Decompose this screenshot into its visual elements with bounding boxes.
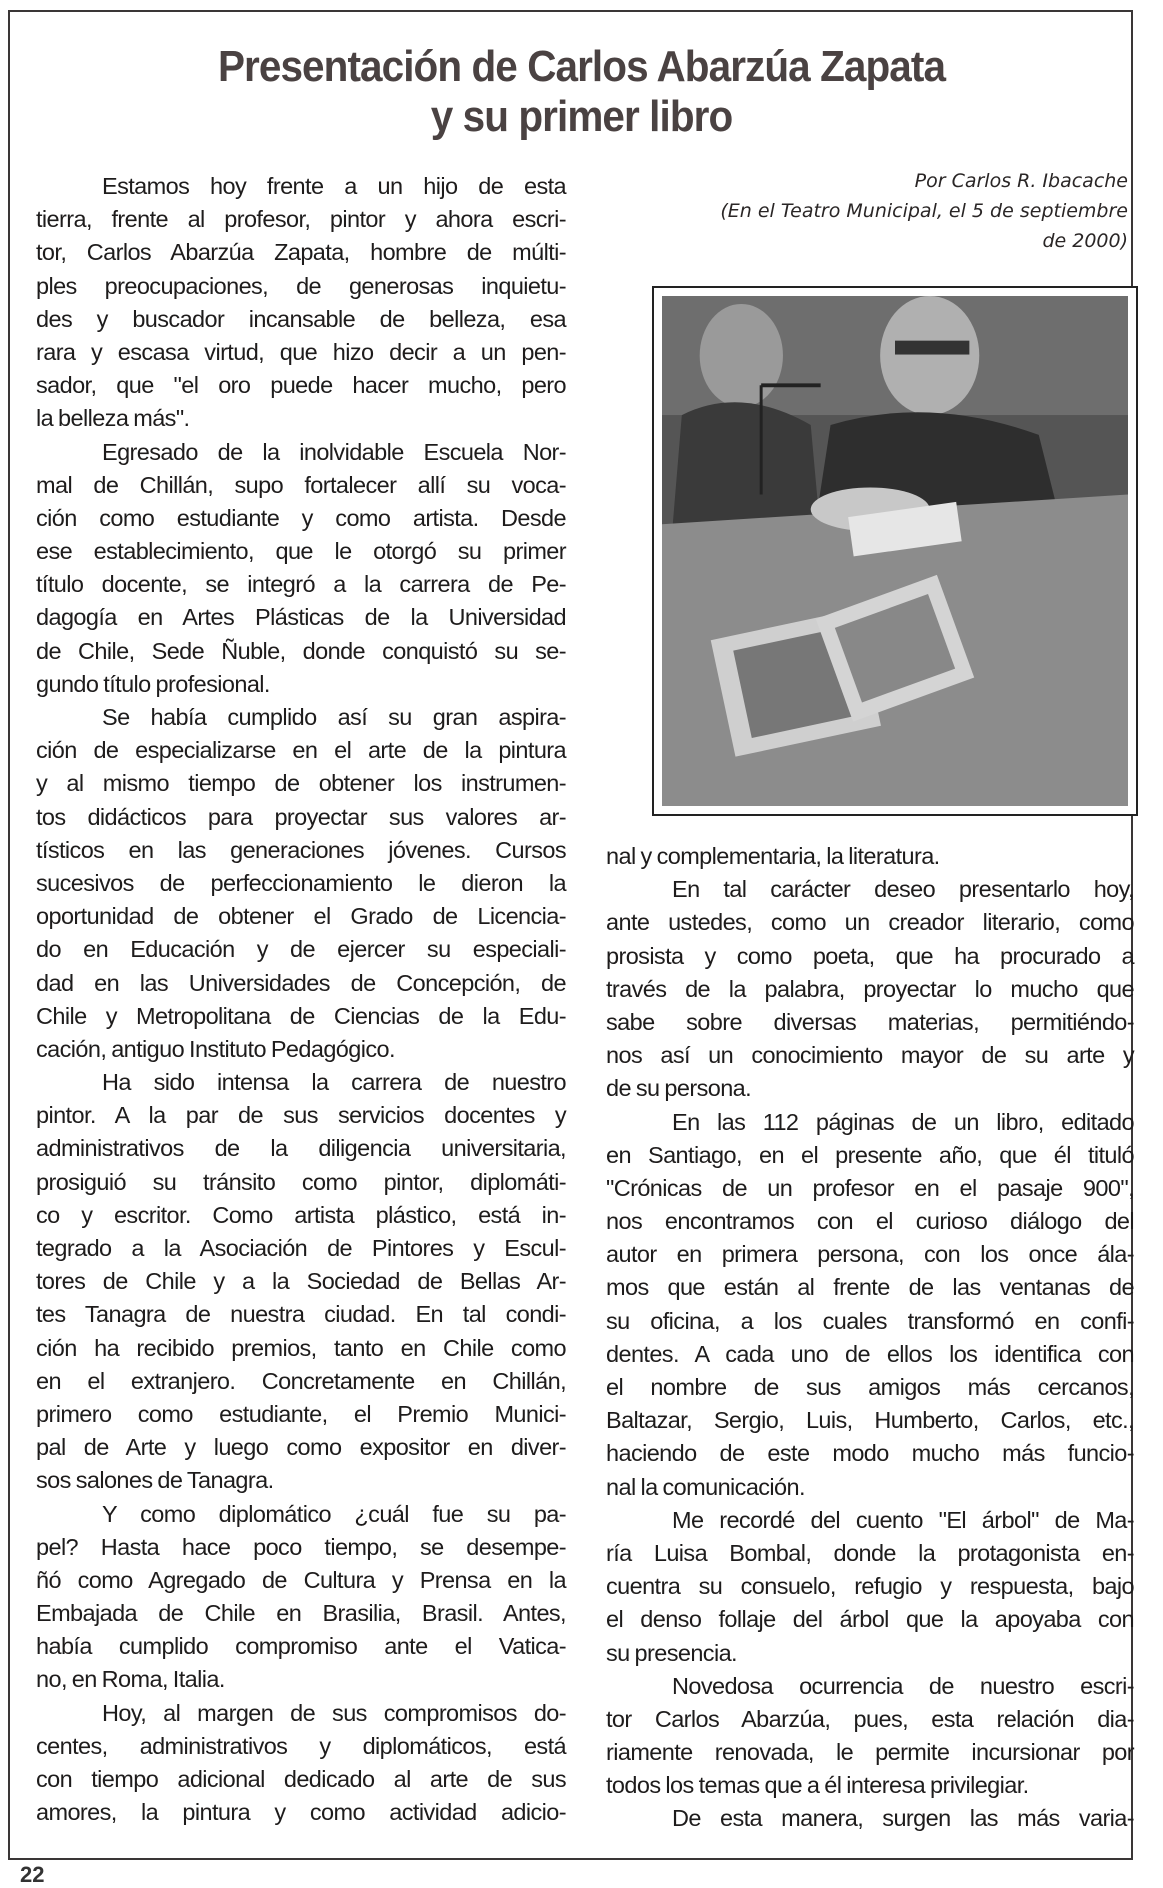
text-line: Ha sido intensa la carrera de nuestro [102,1069,566,1096]
photo-illustration [662,296,1128,806]
text-line: En las 112 páginas de un libro, editado [672,1108,1134,1135]
text-line: administrativos de la diligencia universitaria, [36,1135,566,1162]
text-line: su presencia. [606,1639,737,1666]
text-line: sabe sobre diversas materias, permitiéndo- [606,1008,1134,1035]
text-line: Baltazar, Sergio, Luis, Humberto, Carlos, etc., [606,1407,1134,1434]
text-line: "Crónicas de un profesor en el pasaje 900", [606,1174,1134,1201]
text-line: Se había cumplido así su gran aspira- [102,704,566,730]
text-line: co y escritor. Como artista plástico, está in- [36,1201,566,1228]
text-line: nos así un conocimiento mayor de su arte y [606,1042,1134,1069]
text-line: el denso follaje del árbol que la apoyaba con [606,1606,1134,1633]
text-line: tos didácticos para proyectar sus valores ar- [36,803,566,830]
text-line: no, en Roma, Italia. [36,1666,225,1693]
article-title-line2: y su primer libro [430,92,733,141]
text-line: nal la comunicación. [606,1473,805,1500]
text-line: sos salones de Tanagra. [36,1467,274,1494]
text-line: pal de Arte y luego como expositor en diver- [36,1434,566,1461]
text-line: de su persona. [606,1075,752,1102]
text-line: do en Educación y de ejercer su especiali- [36,936,566,963]
text-line: primero como estudiante, el Premio Munici- [36,1400,566,1427]
text-line: ría Luisa Bombal, donde la protagonista en- [606,1539,1134,1566]
text-line: pel? Hasta hace poco tiempo, se desempe- [36,1533,566,1560]
text-line: Y como diplomático ¿cuál fue su pa- [102,1500,566,1527]
text-line: oportunidad de obtener el Grado de Licencia- [36,903,566,930]
text-line: mal de Chillán, supo fortalecer allí su voca- [36,471,566,498]
text-line: su oficina, a los cuales transformó en confi- [606,1307,1134,1334]
photo-two-men-at-table [662,296,1128,806]
text-line: todos los temas que a él interesa privilegiar. [606,1772,1029,1799]
text-line: prosiguió su tránsito como pintor, diplomáti- [36,1168,566,1195]
text-line: ción como estudiante y como artista. Desde [36,504,566,531]
text-line: en Santiago, en el presente año, que él tituló [606,1141,1134,1168]
text-line: des y buscador incansable de belleza, esa [36,305,566,332]
text-line: con tiempo adicional dedicado al arte de sus [36,1766,566,1792]
article-photo [652,286,1138,816]
text-line: ante ustedes, como un creador literario, como [606,909,1134,936]
text-line: sador, que "el oro puede hacer mucho, pero [36,372,566,399]
text-line: había cumplido compromiso ante el Vatica- [36,1633,566,1660]
text-line: ción de especializarse en el arte de la pintura [36,737,566,764]
byline: Por Carlos R. Ibacache [914,170,1128,192]
text-line: ñó como Agregado de Cultura y Prensa en la [36,1566,566,1593]
text-line: tes Tanagra de nuestra ciudad. En tal condi- [36,1301,566,1328]
right-column [606,840,1134,1836]
text-line: Chile y Metropolitana de Ciencias de la Edu- [36,1002,566,1029]
text-line: riamente renovada, le permite incursionar por [606,1739,1134,1766]
text-line: el nombre de sus amigos más cercanos, [606,1374,1134,1400]
text-line: nal y complementaria, la literatura. [606,843,940,869]
text-line: Estamos hoy frente a un hijo de esta [102,173,566,199]
text-line: en el extranjero. Concretamente en Chillán, [36,1367,566,1394]
text-line: De esta manera, surgen las más varia- [672,1805,1134,1832]
text-line: cuentra su consuelo, refugio y respuesta, bajo [606,1573,1134,1600]
text-line: rara y escasa virtud, que hizo decir a un pen- [36,338,566,365]
text-line: mos que están al frente de las ventanas de [606,1274,1134,1301]
text-line: sucesivos de perfeccionamiento le dieron la [36,869,566,896]
text-line: Novedosa ocurrencia de nuestro escri- [672,1672,1134,1699]
text-line: dad en las Universidades de Concepción, de [36,969,566,996]
text-line: amores, la pintura y como actividad adicio- [36,1799,566,1826]
text-line: haciendo de este modo mucho más funcio- [606,1440,1134,1467]
text-line: la belleza más". [36,405,190,432]
text-line: gundo título profesional. [36,670,270,697]
text-line: tores de Chile y a la Sociedad de Bellas Ar- [36,1268,566,1295]
text-line: ples preocupaciones, de generosas inquietu- [36,272,566,299]
text-line: centes, administrativos y diplomáticos, está [36,1732,566,1759]
text-line: ción ha recibido premios, tanto en Chile como [36,1334,566,1361]
text-line: tegrado a la Asociación de Pintores y Escul- [36,1235,566,1261]
venue-date: de 2000) [1042,230,1128,252]
text-line: En tal carácter deseo presentarlo hoy, [672,876,1134,903]
text-line: Me recordé del cuento "El árbol" de Ma- [672,1506,1134,1533]
text-line: autor en primera persona, con los once ála- [606,1241,1134,1268]
text-line: tierra, frente al profesor, pintor y ahora escri- [36,206,566,233]
text-line: tor, Carlos Abarzúa Zapata, hombre de múlti- [36,239,566,266]
text-line: título docente, se integró a la carrera de Pe- [36,571,566,598]
venue-line: (En el Teatro Municipal, el 5 de septiembre [720,200,1128,222]
text-line: cación, antiguo Instituto Pedagógico. [36,1035,395,1062]
text-line: través de la palabra, proyectar lo mucho que [606,975,1134,1002]
text-line: tísticos en las generaciones jóvenes. Cursos [36,836,566,863]
text-line: ese establecimiento, que le otorgó su primer [36,538,566,565]
text-line: dentes. A cada uno de ellos los identifica con [606,1340,1134,1367]
text-line: Hoy, al margen de sus compromisos do- [102,1699,566,1726]
article-title: Presentación de Carlos Abarzúa Zapata [217,42,946,91]
text-line: prosista y como poeta, que ha procurado a [606,942,1134,969]
text-line: y al mismo tiempo de obtener los instrumen- [36,770,566,797]
text-line: nos encontramos con el curioso diálogo del [606,1208,1134,1235]
text-line: dagogía en Artes Plásticas de la Universidad [36,604,566,631]
text-line: Egresado de la inolvidable Escuela Nor- [102,438,566,465]
text-line: de Chile, Sede Ñuble, donde conquistó su se- [36,637,566,664]
left-column [36,170,566,1829]
text-line: Embajada de Chile en Brasilia, Brasil. Antes, [36,1600,566,1627]
text-line: pintor. A la par de sus servicios docentes y [36,1102,566,1129]
page-number: 22 [20,1862,45,1887]
text-line: tor Carlos Abarzúa, pues, esta relación dia- [606,1705,1134,1732]
